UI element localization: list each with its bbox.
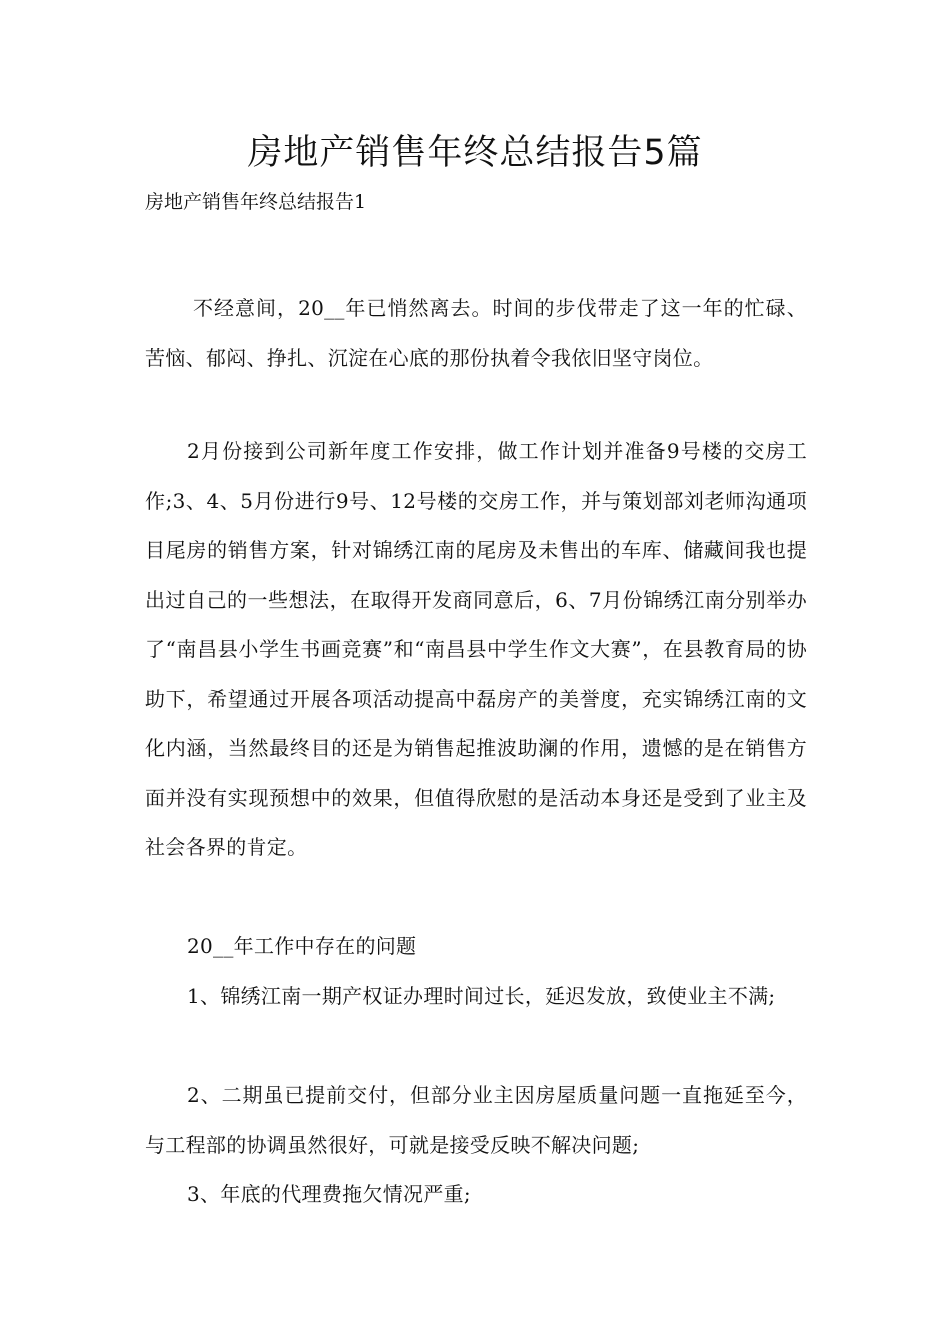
section-heading-problems: 20__年工作中存在的问题 (187, 934, 417, 958)
paragraph-work-summary: 2月份接到公司新年度工作安排，做工作计划并准备9号楼的交房工作;3、4、5月份进行9号、12号楼的交房工作，并与策划部刘老师沟通项目尾房的销售方案，针对锦绣江南的尾房及未售出的车库、储藏间我也提出过自己的一些想法，在取得开发商同意后，6、7月份锦绣江南分别举办了“南昌县小学生书画竞赛”和“南昌县中学生作文大赛”，在县教育局的协助下，希望通过开展各项活动提高中磊房产的美誉度，充实锦绣江南的文化内涵，当然最终目的还是为销售起推波助澜的作用，遗憾的是在销售方面并没有实现预想中的效果，但值得欣慰的是活动本身还是受到了业主及社会各界的肯定。 (145, 439, 807, 859)
document-title: 房地产销售年终总结报告5篇 (247, 133, 703, 173)
problem-item-2: 2、二期虽已提前交付，但部分业主因房屋质量问题一直拖延至今，与工程部的协调虽然很好，可就是接受反映不解决问题; (145, 1083, 807, 1157)
document-subtitle: 房地产销售年终总结报告1 (145, 191, 367, 213)
problem-item-3: 3、年底的代理费拖欠情况严重; (187, 1182, 471, 1206)
problem-item-1: 1、锦绣江南一期产权证办理时间过长，延迟发放，致使业主不满; (187, 984, 776, 1008)
paragraph-intro: 不经意间，20__年已悄然离去。时间的步伐带走了这一年的忙碌、苦恼、郁闷、挣扎、沉淀在心底的那份执着令我依旧坚守岗位。 (145, 296, 807, 370)
